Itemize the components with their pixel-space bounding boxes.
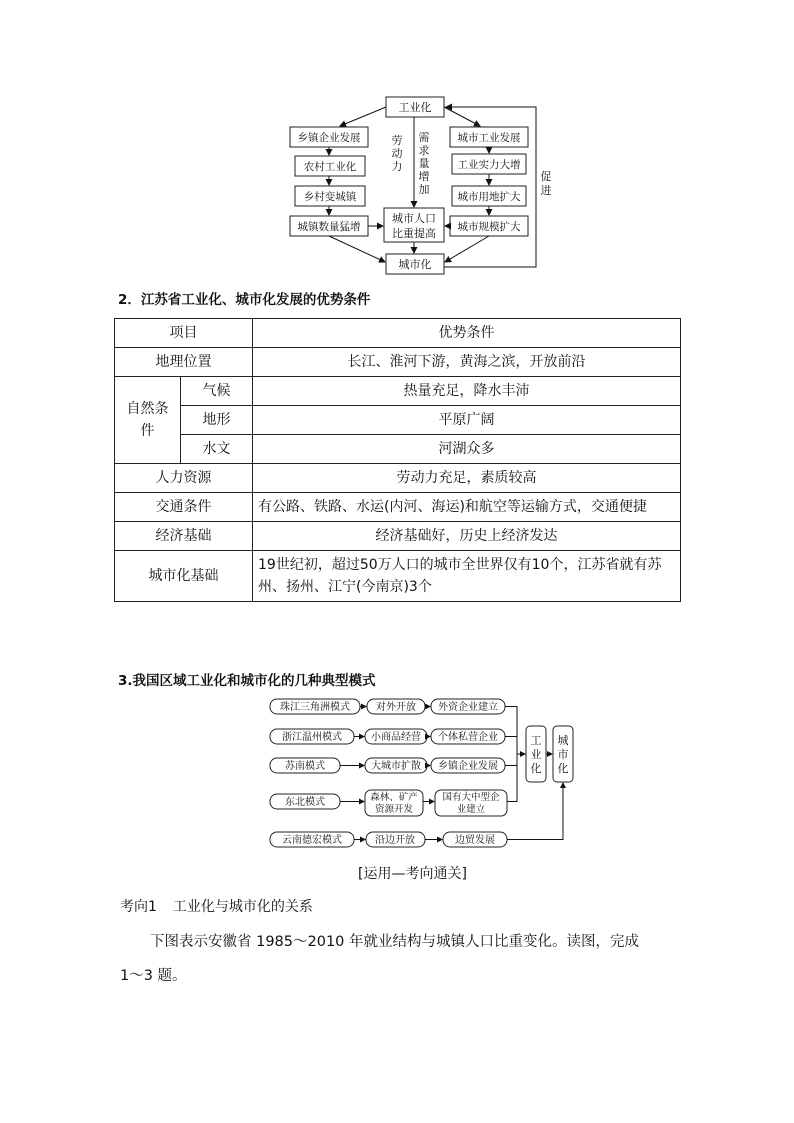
table-row — [115, 493, 681, 522]
model-step2-line1: 国有大中型企 — [442, 792, 500, 803]
model-step1: 对外开放 — [376, 702, 416, 713]
diagram-bottom-box: 城市化 — [398, 258, 432, 271]
model-step2: 边贸发展 — [455, 835, 495, 846]
row-item: 地理位置 — [115, 348, 253, 377]
model-name: 苏南模式 — [285, 761, 325, 772]
diagram-center-line1: 城市人口 — [392, 212, 436, 225]
right-chain-item: 城市用地扩大 — [457, 191, 521, 203]
natural-conditions-group: 自然条件 — [115, 377, 181, 464]
row-item: 交通条件 — [115, 493, 253, 522]
row-item: 气候 — [181, 377, 253, 406]
model-step1: 大城市扩散 — [371, 761, 421, 772]
exam-direction — [120, 896, 313, 916]
model-step2: 外资企业建立 — [438, 702, 498, 713]
row-item: 人力资源 — [115, 464, 253, 493]
label-demand: 增 — [418, 170, 430, 183]
label-promote: 促 — [540, 170, 552, 183]
advantage-table — [114, 318, 681, 602]
question-line2: 1～3 题。 — [120, 968, 187, 984]
urbanization-box: 市 — [557, 748, 569, 761]
exam-direction-title: 工业化与城市化的关系 — [172, 899, 313, 915]
label-demand: 加 — [418, 183, 430, 196]
row-value: 劳动力充足，素质较高 — [253, 464, 681, 493]
row-item: 地形 — [181, 406, 253, 435]
table-row — [115, 406, 681, 435]
regional-models-diagram — [265, 692, 585, 857]
model-step1-line1: 森林、矿产 — [370, 792, 418, 803]
table-row — [115, 464, 681, 493]
model-name: 珠江三角洲模式 — [280, 702, 350, 713]
urbanization-box: 化 — [557, 762, 569, 775]
industrialization-box: 工 — [530, 734, 542, 747]
label-demand: 需 — [418, 131, 430, 144]
label-promote: 进 — [540, 184, 552, 197]
model-step1-line2: 资源开发 — [374, 804, 414, 815]
row-value: 19世纪初，超过50万人口的城市全世界仅有10个，江苏省就有苏州、扬州、江宁(今南京)3个 — [253, 551, 681, 602]
model-name: 云南德宏模式 — [282, 835, 342, 846]
row-value: 经济基础好，历史上经济发达 — [253, 522, 681, 551]
header-item: 项目 — [115, 319, 253, 348]
row-value: 有公路、铁路、水运(内河、海运)和航空等运输方式，交通便捷 — [253, 493, 681, 522]
row-item: 经济基础 — [115, 522, 253, 551]
exam-direction-label: 考向1 — [120, 899, 157, 915]
row-value: 河湖众多 — [253, 435, 681, 464]
row-value: 热量充足，降水丰沛 — [253, 377, 681, 406]
row-value: 长江、淮河下游，黄海之滨，开放前沿 — [253, 348, 681, 377]
diagram-center-line2: 比重提高 — [392, 227, 436, 240]
industrialization-box: 化 — [530, 762, 542, 775]
right-chain-item: 工业实力大增 — [457, 159, 521, 171]
left-chain-item: 乡村变城镇 — [303, 191, 357, 203]
model-step1: 沿边开放 — [375, 835, 415, 846]
model-step2-line2: 业建立 — [456, 804, 486, 815]
question-line1: 下图表示安徽省 1985～2010 年就业结构与城镇人口比重变化。读图，完成 — [150, 934, 640, 950]
diagram-top-box: 工业化 — [398, 101, 432, 114]
table-row — [115, 551, 681, 602]
right-chain-item: 城市工业发展 — [457, 132, 521, 144]
label-demand: 量 — [418, 157, 430, 170]
row-value: 平原广阔 — [253, 406, 681, 435]
left-chain-item: 乡镇企业发展 — [297, 132, 361, 144]
left-chain-item: 农村工业化 — [303, 161, 357, 173]
label-labor: 劳 — [391, 134, 403, 147]
label-labor: 力 — [391, 160, 403, 173]
question-paragraph — [120, 925, 690, 993]
table-row — [115, 435, 681, 464]
table-header-row — [115, 319, 681, 348]
model-name: 东北模式 — [285, 797, 325, 808]
header-advantage: 优势条件 — [253, 319, 681, 348]
table-row — [115, 348, 681, 377]
label-demand: 求 — [418, 144, 430, 157]
model-step2: 个体私营企业 — [438, 732, 498, 743]
industrialization-urbanization-diagram — [280, 90, 560, 280]
model-step1: 小商品经营 — [371, 732, 421, 743]
left-chain-item: 城镇数量猛增 — [297, 221, 361, 233]
model-name: 浙江温州模式 — [282, 732, 342, 743]
apply-heading: [运用—考向通关] — [358, 866, 467, 882]
label-labor: 动 — [391, 147, 403, 160]
row-item: 城市化基础 — [115, 551, 253, 602]
model-step2: 乡镇企业发展 — [438, 761, 498, 772]
table-row — [115, 377, 681, 406]
section3-heading: 3.我国区域工业化和城市化的几种典型模式 — [118, 673, 376, 689]
section2-heading: 2．江苏省工业化、城市化发展的优势条件 — [118, 292, 371, 308]
urbanization-box: 城 — [557, 734, 569, 747]
row-item: 水文 — [181, 435, 253, 464]
right-chain-item: 城市规模扩大 — [457, 221, 521, 233]
table-row — [115, 522, 681, 551]
industrialization-box: 业 — [530, 748, 542, 761]
